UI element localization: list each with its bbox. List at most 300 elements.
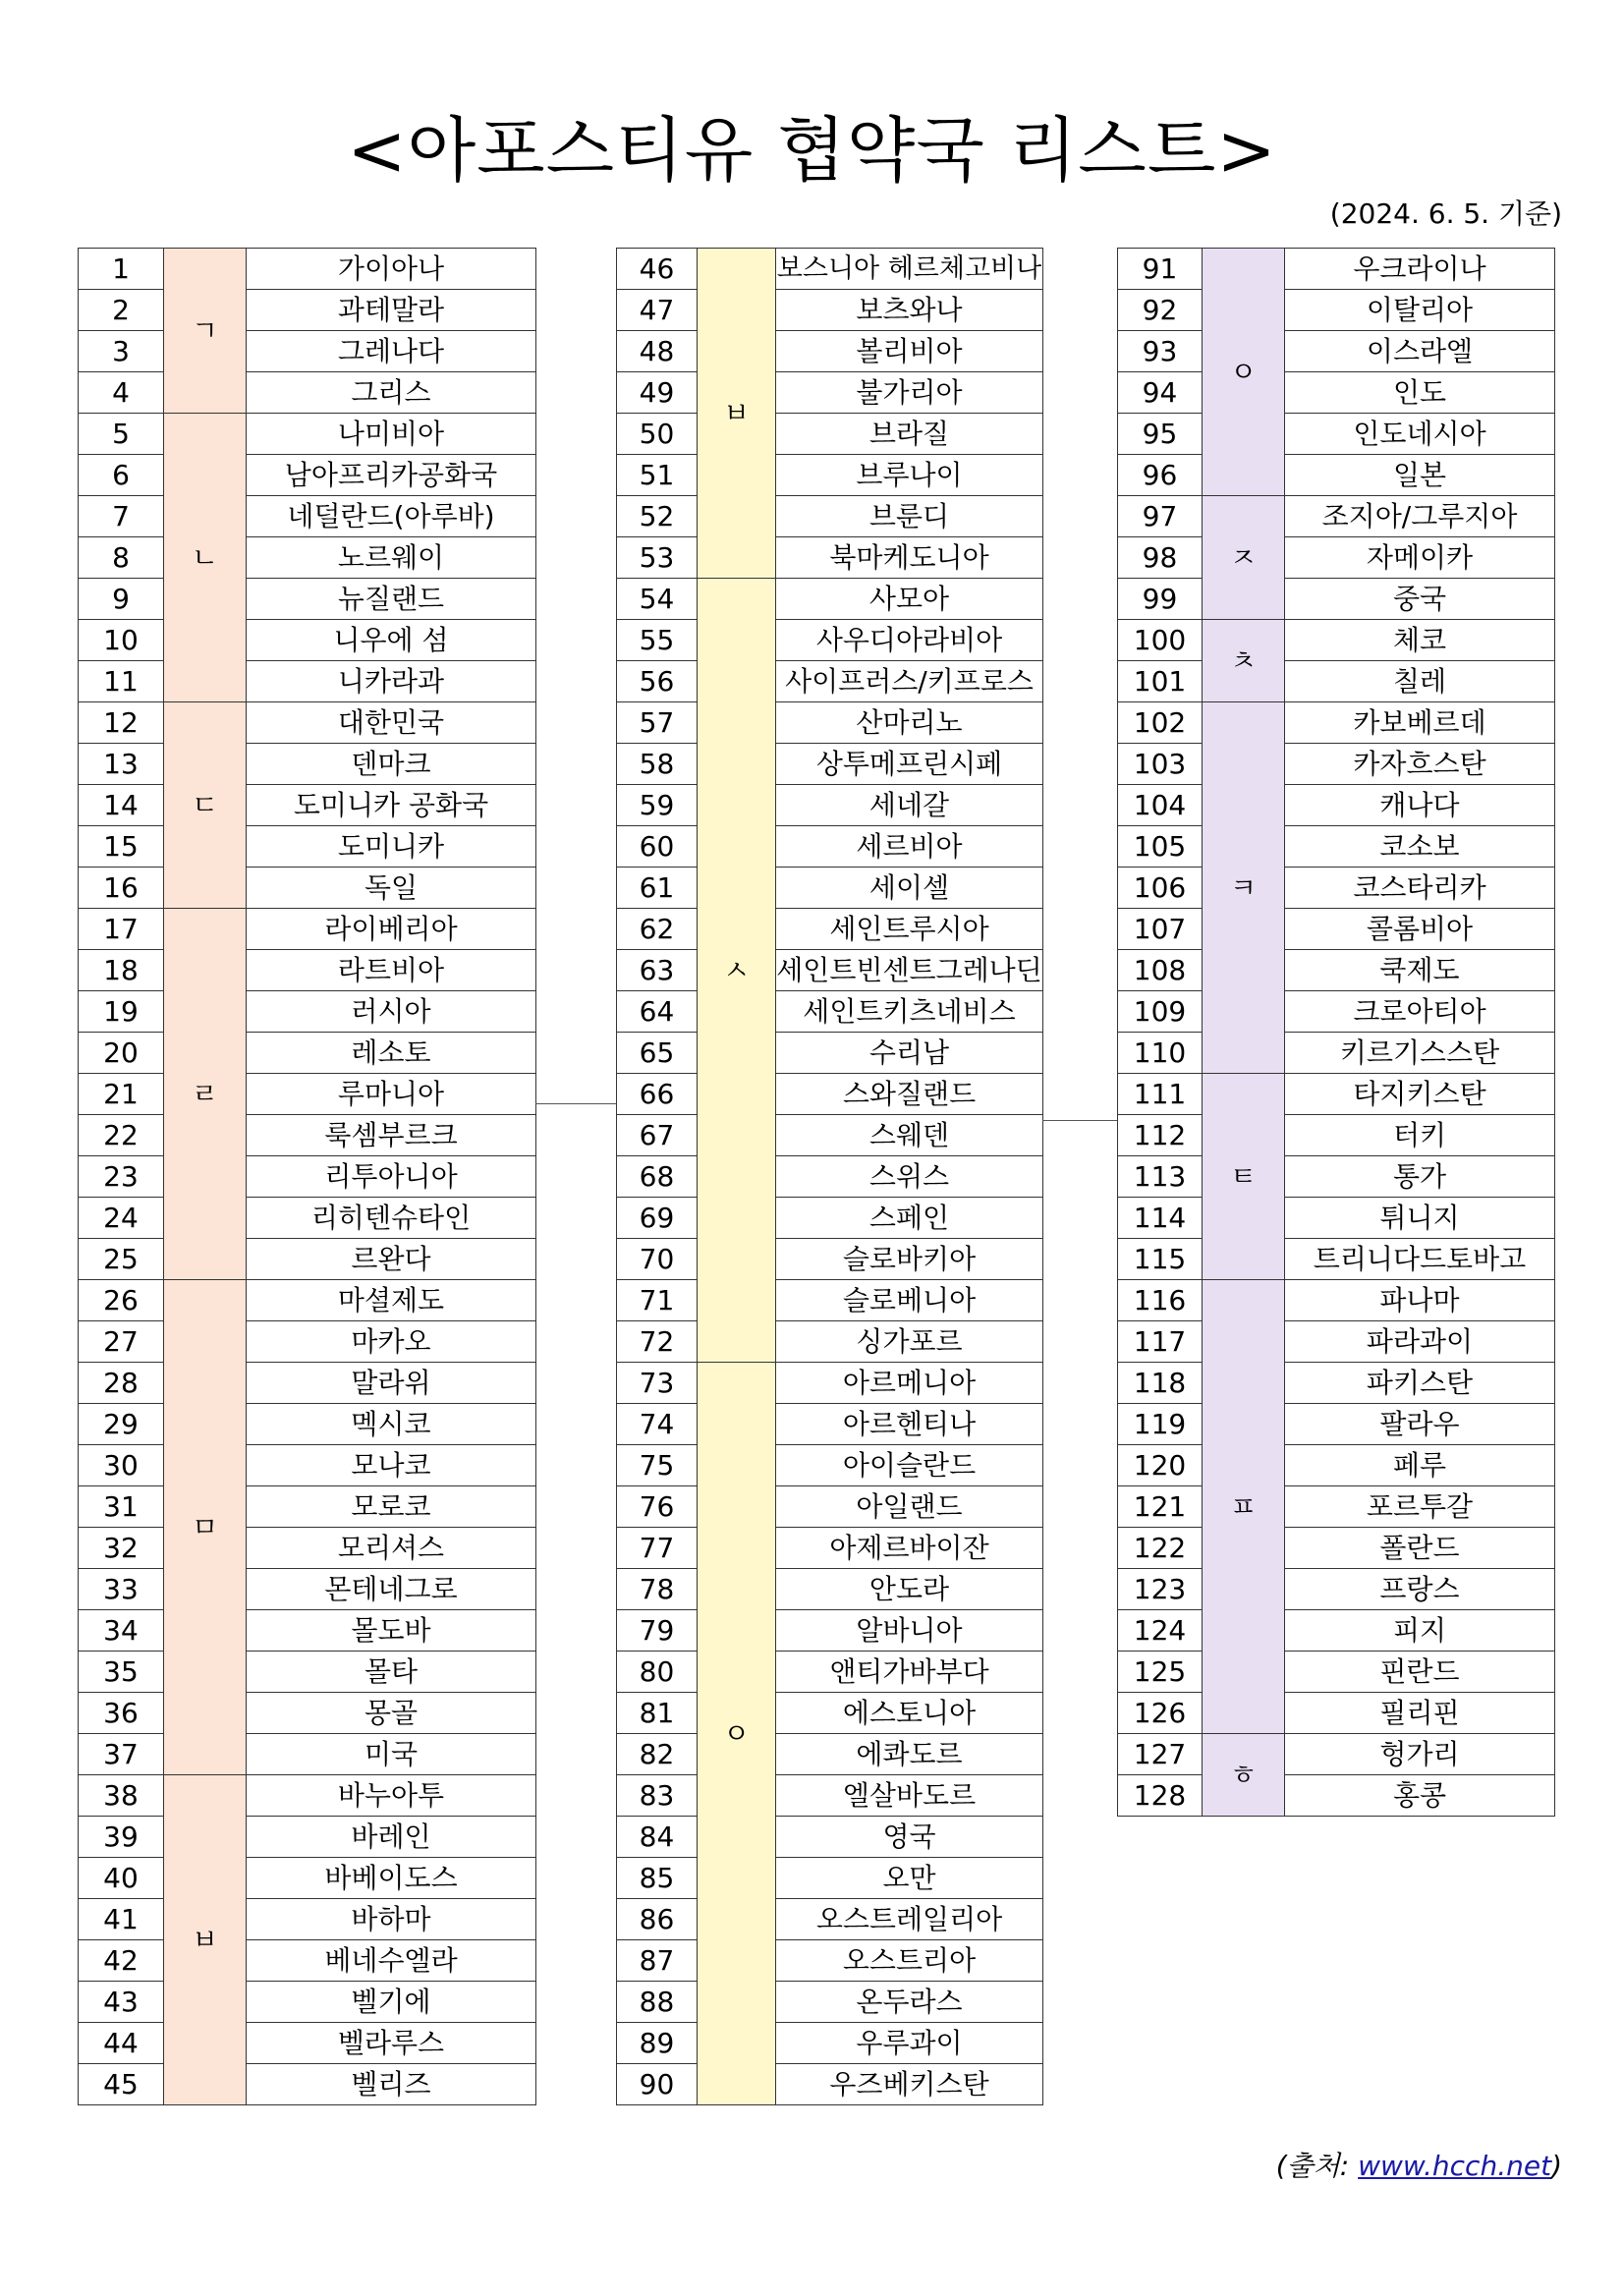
source-note [1276,2147,1562,2186]
country-name: 카보베르데 [1285,702,1555,744]
row-number: 54 [617,579,698,620]
country-name: 벨라루스 [247,2023,536,2064]
country-name: 오스트리아 [776,1940,1043,1982]
table-row [617,785,1043,826]
row-number: 100 [1118,620,1203,661]
table-row [79,950,536,991]
row-number: 49 [617,372,698,414]
table-row [617,1198,1043,1239]
country-name: 마카오 [247,1321,536,1363]
table-row [1118,537,1555,579]
row-number: 8 [79,537,164,579]
country-name: 키르기스스탄 [1285,1033,1555,1074]
table-row [617,1280,1043,1321]
country-name: 폴란드 [1285,1528,1555,1569]
country-table-2 [616,248,1043,2105]
country-name: 슬로바키아 [776,1239,1043,1280]
table-row [617,1982,1043,2023]
country-name: 아제르바이잔 [776,1528,1043,1569]
row-number: 46 [617,249,698,290]
table-row [617,1775,1043,1817]
row-number: 73 [617,1363,698,1404]
country-name: 브루나이 [776,455,1043,496]
country-name: 엘살바도르 [776,1775,1043,1817]
row-number: 52 [617,496,698,537]
row-number: 6 [79,455,164,496]
row-number: 55 [617,620,698,661]
country-name: 남아프리카공화국 [247,455,536,496]
row-number: 74 [617,1404,698,1445]
row-number: 23 [79,1156,164,1198]
country-name: 미국 [247,1734,536,1775]
country-name: 보츠와나 [776,290,1043,331]
country-name: 모나코 [247,1445,536,1486]
consonant-group: ㅍ [1203,1280,1285,1734]
table-row [1118,1074,1555,1115]
row-number: 56 [617,661,698,702]
row-number: 16 [79,868,164,909]
table-row [617,1115,1043,1156]
country-name: 산마리노 [776,702,1043,744]
row-number: 106 [1118,868,1203,909]
country-name: 네덜란드(아루바) [247,496,536,537]
country-name: 트리니다드토바고 [1285,1239,1555,1280]
row-number: 84 [617,1817,698,1858]
table-row [79,991,536,1033]
country-name: 뉴질랜드 [247,579,536,620]
table-row [79,1445,536,1486]
country-name: 팔라우 [1285,1404,1555,1445]
country-name: 리히텐슈타인 [247,1198,536,1239]
country-name: 핀란드 [1285,1652,1555,1693]
table-row [617,537,1043,579]
row-number: 5 [79,414,164,455]
country-name: 파나마 [1285,1280,1555,1321]
table-row [617,1610,1043,1652]
table-row [79,455,536,496]
table-row [79,1404,536,1445]
row-number: 116 [1118,1280,1203,1321]
row-number: 60 [617,826,698,868]
row-number: 107 [1118,909,1203,950]
country-name: 에스토니아 [776,1693,1043,1734]
table-row [617,372,1043,414]
row-number: 121 [1118,1486,1203,1528]
country-name: 터키 [1285,1115,1555,1156]
row-number: 50 [617,414,698,455]
table-row [79,290,536,331]
table-row [79,702,536,744]
table-row [617,826,1043,868]
row-number: 96 [1118,455,1203,496]
country-name: 카자흐스탄 [1285,744,1555,785]
table-row [1118,1404,1555,1445]
row-number: 26 [79,1280,164,1321]
table-row [79,1074,536,1115]
row-number: 25 [79,1239,164,1280]
country-name: 우루과이 [776,2023,1043,2064]
row-number: 101 [1118,661,1203,702]
country-name: 파키스탄 [1285,1363,1555,1404]
row-number: 7 [79,496,164,537]
table-row [79,1569,536,1610]
table-row [617,2064,1043,2105]
row-number: 27 [79,1321,164,1363]
table-row [1118,1239,1555,1280]
row-number: 77 [617,1528,698,1569]
country-name: 니우에 섬 [247,620,536,661]
row-number: 68 [617,1156,698,1198]
country-name: 세네갈 [776,785,1043,826]
row-number: 66 [617,1074,698,1115]
table-row [617,1445,1043,1486]
country-name: 북마케도니아 [776,537,1043,579]
row-number: 89 [617,2023,698,2064]
row-number: 72 [617,1321,698,1363]
row-number: 124 [1118,1610,1203,1652]
row-number: 48 [617,331,698,372]
table-row [79,868,536,909]
row-number: 120 [1118,1445,1203,1486]
table-row [1118,1652,1555,1693]
table-row [79,579,536,620]
row-number: 119 [1118,1404,1203,1445]
table-row [79,537,536,579]
country-name: 세인트키츠네비스 [776,991,1043,1033]
row-number: 112 [1118,1115,1203,1156]
country-name: 이스라엘 [1285,331,1555,372]
country-name: 세이셀 [776,868,1043,909]
table-row [617,1363,1043,1404]
consonant-group: ㅋ [1203,702,1285,1074]
country-name: 자메이카 [1285,537,1555,579]
country-name: 우즈베키스탄 [776,2064,1043,2105]
consonant-group: ㅂ [698,249,776,579]
country-name: 안도라 [776,1569,1043,1610]
country-name: 통가 [1285,1156,1555,1198]
row-number: 113 [1118,1156,1203,1198]
country-name: 헝가리 [1285,1734,1555,1775]
table-row [1118,455,1555,496]
row-number: 57 [617,702,698,744]
table-row [1118,744,1555,785]
country-name: 대한민국 [247,702,536,744]
table-row [79,249,536,290]
country-name: 말라위 [247,1363,536,1404]
country-name: 체코 [1285,620,1555,661]
row-number: 103 [1118,744,1203,785]
country-name: 인도 [1285,372,1555,414]
row-number: 117 [1118,1321,1203,1363]
row-number: 99 [1118,579,1203,620]
row-number: 58 [617,744,698,785]
page-title: <아포스티유 협약국 리스트> [347,109,1277,192]
table-row [617,414,1043,455]
table-row [79,2064,536,2105]
consonant-group: ㄴ [164,414,247,702]
row-number: 75 [617,1445,698,1486]
table-row [1118,1280,1555,1321]
table-row [79,1198,536,1239]
row-number: 114 [1118,1198,1203,1239]
table-row [1118,620,1555,661]
table-row [1118,909,1555,950]
row-number: 33 [79,1569,164,1610]
table-row [79,1858,536,1899]
table-row [1118,1486,1555,1528]
country-name: 독일 [247,868,536,909]
country-name: 덴마크 [247,744,536,785]
country-name: 라이베리아 [247,909,536,950]
country-name: 에콰도르 [776,1734,1043,1775]
row-number: 128 [1118,1775,1203,1817]
consonant-group: ㅌ [1203,1074,1285,1280]
country-name: 도미니카 [247,826,536,868]
table-row [1118,1775,1555,1817]
consonant-group: ㅅ [698,579,776,1363]
table-row [617,1858,1043,1899]
row-number: 86 [617,1899,698,1940]
table-row [617,1899,1043,1940]
country-name: 바레인 [247,1817,536,1858]
country-name: 중국 [1285,579,1555,620]
table-row [1118,372,1555,414]
country-name: 도미니카 공화국 [247,785,536,826]
table-row [79,1982,536,2023]
table-row [617,620,1043,661]
table-row [79,1363,536,1404]
row-number: 98 [1118,537,1203,579]
row-number: 70 [617,1239,698,1280]
row-number: 64 [617,991,698,1033]
row-number: 90 [617,2064,698,2105]
table-row [79,1899,536,1940]
row-number: 93 [1118,331,1203,372]
consonant-group: ㅂ [164,1775,247,2105]
country-name: 칠레 [1285,661,1555,702]
country-name: 보스니아 헤르체고비나 [776,249,1043,290]
country-name: 몬테네그로 [247,1569,536,1610]
row-number: 36 [79,1693,164,1734]
country-name: 바베이도스 [247,1858,536,1899]
row-number: 14 [79,785,164,826]
table-row [79,1321,536,1363]
table-row [617,249,1043,290]
table-row [79,414,536,455]
row-number: 53 [617,537,698,579]
table-row [1118,331,1555,372]
table-row [79,2023,536,2064]
country-name: 마셜제도 [247,1280,536,1321]
country-name: 오스트레일리아 [776,1899,1043,1940]
country-name: 모리셔스 [247,1528,536,1569]
row-number: 69 [617,1198,698,1239]
table-row [1118,826,1555,868]
country-name: 나미비아 [247,414,536,455]
row-number: 80 [617,1652,698,1693]
country-name: 가이아나 [247,249,536,290]
country-name: 노르웨이 [247,537,536,579]
country-name: 우크라이나 [1285,249,1555,290]
country-name: 리투아니아 [247,1156,536,1198]
table-row [617,661,1043,702]
row-number: 40 [79,1858,164,1899]
table-row [79,1156,536,1198]
consonant-group: ㅁ [164,1280,247,1775]
table-row [79,1610,536,1652]
country-name: 스웨덴 [776,1115,1043,1156]
country-name: 스와질랜드 [776,1074,1043,1115]
source-link[interactable]: www.hcch.net [1358,2150,1552,2182]
table-row [617,1074,1043,1115]
consonant-group: ㄷ [164,702,247,909]
table-row [1118,868,1555,909]
table-row [617,1321,1043,1363]
table-row [1118,785,1555,826]
table-row [1118,661,1555,702]
table-row [617,868,1043,909]
row-number: 15 [79,826,164,868]
country-name: 프랑스 [1285,1569,1555,1610]
country-name: 알바니아 [776,1610,1043,1652]
country-name: 룩셈부르크 [247,1115,536,1156]
country-name: 브라질 [776,414,1043,455]
row-number: 118 [1118,1363,1203,1404]
table-row [617,1486,1043,1528]
table-row [617,744,1043,785]
row-number: 1 [79,249,164,290]
country-name: 니카라과 [247,661,536,702]
table-row [1118,1610,1555,1652]
row-number: 92 [1118,290,1203,331]
country-name: 코스타리카 [1285,868,1555,909]
as-of-date: (2024. 6. 5. 기준) [1329,197,1562,230]
row-number: 125 [1118,1652,1203,1693]
table-row [79,1486,536,1528]
table-row [79,1940,536,1982]
country-name: 오만 [776,1858,1043,1899]
country-name: 이탈리아 [1285,290,1555,331]
table-row [1118,1115,1555,1156]
country-name: 상투메프린시페 [776,744,1043,785]
table-row [617,1528,1043,1569]
row-number: 47 [617,290,698,331]
row-number: 88 [617,1982,698,2023]
table-row [617,1404,1043,1445]
country-name: 파라과이 [1285,1321,1555,1363]
table-row [617,455,1043,496]
country-name: 스페인 [776,1198,1043,1239]
consonant-group: ㅎ [1203,1734,1285,1817]
row-number: 71 [617,1280,698,1321]
table-row [617,991,1043,1033]
row-number: 87 [617,1940,698,1982]
table-row [1118,249,1555,290]
country-name: 영국 [776,1817,1043,1858]
row-number: 91 [1118,249,1203,290]
country-name: 쿡제도 [1285,950,1555,991]
row-number: 85 [617,1858,698,1899]
country-name: 그레나다 [247,331,536,372]
row-number: 115 [1118,1239,1203,1280]
row-number: 122 [1118,1528,1203,1569]
table-row [79,1652,536,1693]
row-number: 78 [617,1569,698,1610]
table-row [617,2023,1043,2064]
country-name: 세르비아 [776,826,1043,868]
table-row [79,1817,536,1858]
country-name: 사우디아라비아 [776,620,1043,661]
country-name: 수리남 [776,1033,1043,1074]
row-number: 24 [79,1198,164,1239]
row-number: 11 [79,661,164,702]
row-number: 35 [79,1652,164,1693]
row-number: 13 [79,744,164,785]
table-row [1118,1445,1555,1486]
table-row [617,331,1043,372]
row-number: 51 [617,455,698,496]
row-number: 32 [79,1528,164,1569]
row-number: 109 [1118,991,1203,1033]
row-number: 39 [79,1817,164,1858]
country-name: 레소토 [247,1033,536,1074]
row-number: 63 [617,950,698,991]
consonant-group: ㅇ [1203,249,1285,496]
row-number: 83 [617,1775,698,1817]
country-name: 필리핀 [1285,1693,1555,1734]
table-row [1118,1569,1555,1610]
row-number: 61 [617,868,698,909]
country-name: 포르투갈 [1285,1486,1555,1528]
row-number: 3 [79,331,164,372]
row-number: 105 [1118,826,1203,868]
country-name: 스위스 [776,1156,1043,1198]
table-row [1118,1734,1555,1775]
consonant-group: ㅈ [1203,496,1285,620]
consonant-group: ㄱ [164,249,247,414]
country-name: 세인트루시아 [776,909,1043,950]
row-number: 123 [1118,1569,1203,1610]
country-name: 코소보 [1285,826,1555,868]
table-row [1118,991,1555,1033]
row-number: 30 [79,1445,164,1486]
country-name: 그리스 [247,372,536,414]
country-name: 몽골 [247,1693,536,1734]
table-row [617,1239,1043,1280]
table-row [79,372,536,414]
row-number: 38 [79,1775,164,1817]
country-table-1 [78,248,536,2105]
table-row [1118,1693,1555,1734]
consonant-group: ㅇ [698,1363,776,2105]
row-number: 102 [1118,702,1203,744]
table-row [1118,702,1555,744]
row-number: 42 [79,1940,164,1982]
country-name: 브룬디 [776,496,1043,537]
row-number: 43 [79,1982,164,2023]
table-row [1118,950,1555,991]
row-number: 67 [617,1115,698,1156]
row-number: 34 [79,1610,164,1652]
table-row [617,1940,1043,1982]
country-name: 아르헨티나 [776,1404,1043,1445]
table-row [79,744,536,785]
table-row [1118,1321,1555,1363]
country-name: 바누아투 [247,1775,536,1817]
row-number: 22 [79,1115,164,1156]
country-name: 아일랜드 [776,1486,1043,1528]
row-number: 95 [1118,414,1203,455]
